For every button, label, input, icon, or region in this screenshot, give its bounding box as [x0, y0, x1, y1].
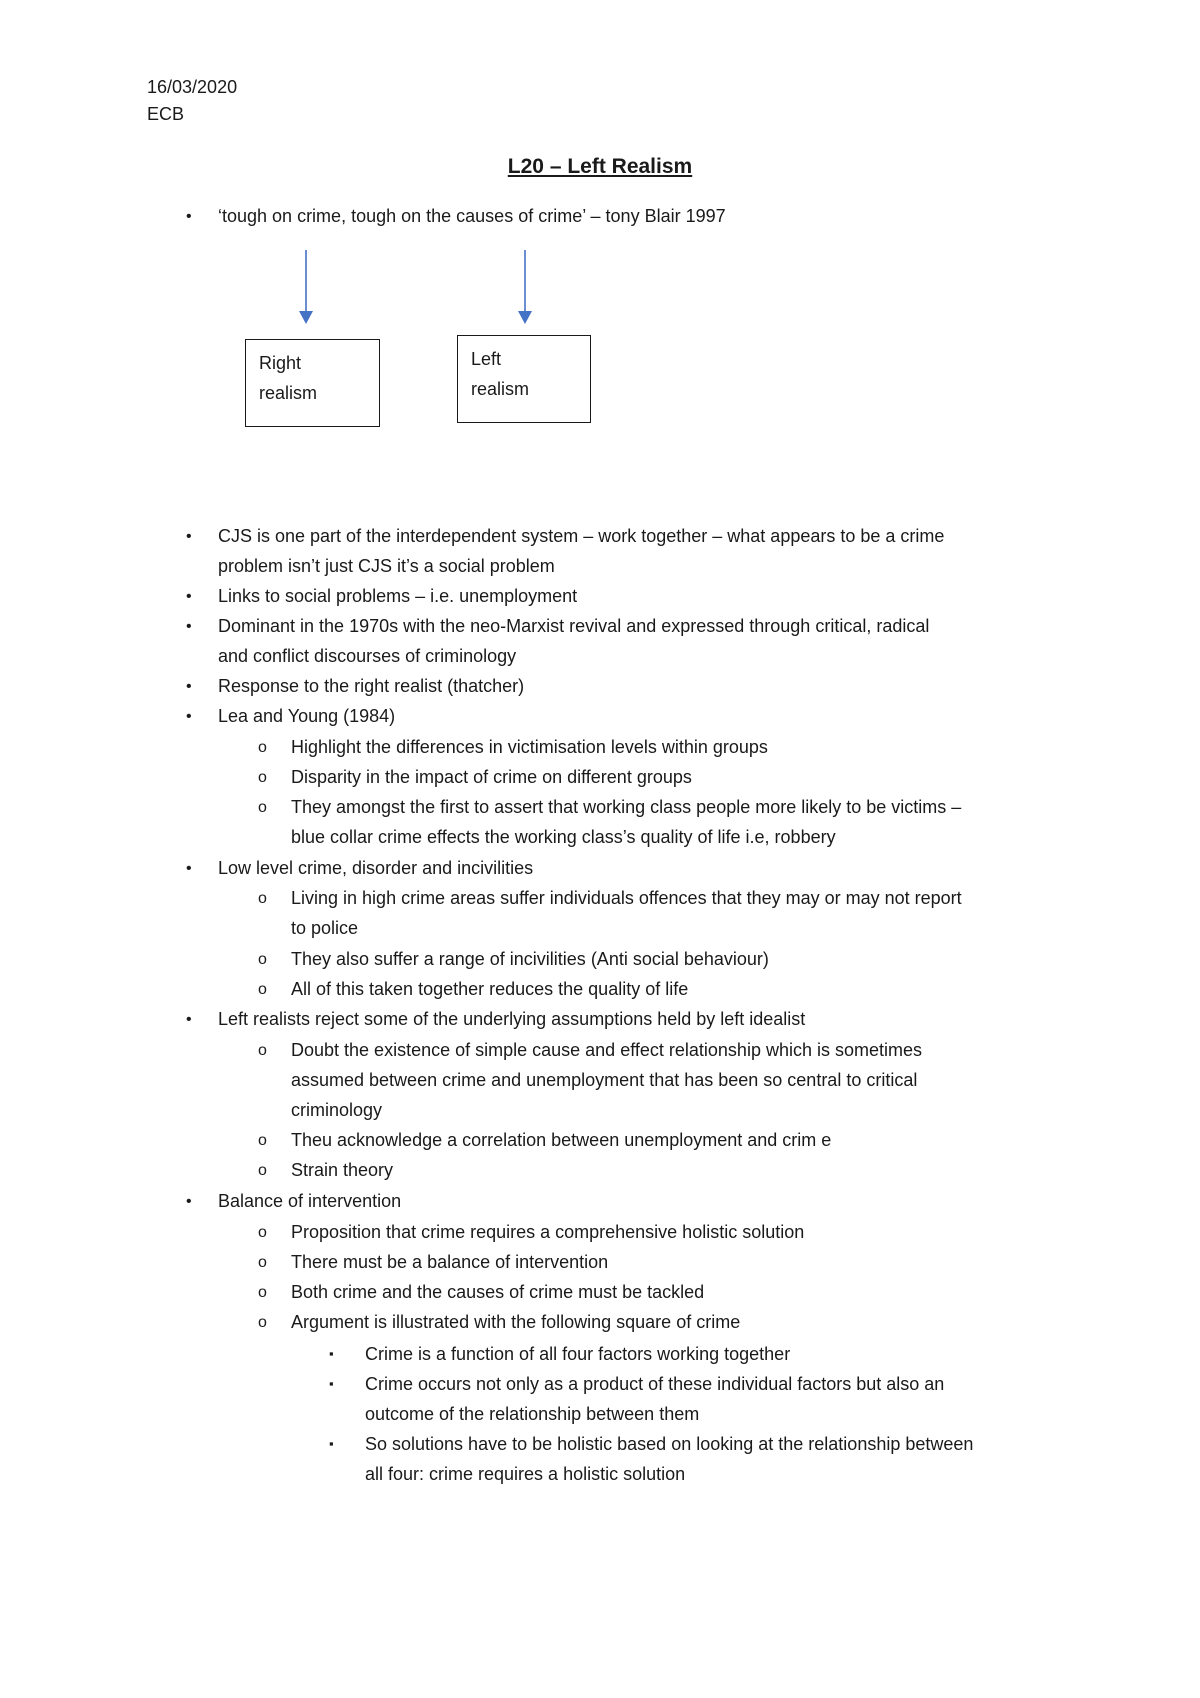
list-item-text: Argument is illustrated with the following square of crime — [291, 1312, 741, 1332]
bullet-marker: o — [258, 890, 267, 907]
list-item-text: assumed between crime and unemployment that has been so central to critical — [291, 1070, 918, 1090]
bullet-marker: o — [258, 951, 267, 968]
list-item-text: There must be a balance of intervention — [291, 1252, 609, 1272]
list-item-text: Crime occurs not only as a product of these individual factors but also an — [365, 1374, 945, 1394]
bullet-marker: • — [186, 618, 192, 635]
diagram-arrows — [0, 0, 1200, 460]
list-item-text: Doubt the existence of simple cause and effect relationship which is sometimes — [291, 1040, 922, 1060]
bullet-marker: • — [186, 1193, 192, 1210]
list-item-continuation — [365, 1460, 685, 1489]
list-item — [258, 884, 962, 913]
list-item — [329, 1340, 791, 1369]
list-item-text: Both crime and the causes of crime must be tackled — [291, 1282, 705, 1302]
bullet-marker: o — [258, 1254, 267, 1271]
right-box-line1: Right — [259, 353, 302, 373]
author-initials: ECB — [147, 104, 185, 124]
list-item-text: They amongst the first to assert that working class people more likely to be victims – — [291, 797, 962, 817]
page-title: L20 – Left Realism — [507, 155, 693, 178]
list-item — [258, 733, 768, 762]
list-item-text: criminology — [291, 1100, 383, 1120]
bullet-marker: o — [258, 1162, 267, 1179]
arrow-to-left-realism — [518, 250, 532, 324]
bullet-marker: o — [258, 1132, 267, 1149]
list-item-continuation — [218, 642, 516, 671]
left-box-line2: realism — [471, 379, 530, 399]
list-item-text: So solutions have to be holistic based on looking at the relationship between — [365, 1434, 974, 1454]
list-item — [186, 522, 945, 551]
list-item — [258, 793, 962, 822]
list-item — [329, 1430, 974, 1459]
list-item-text: Strain theory — [291, 1160, 394, 1180]
list-item-text: Left realists reject some of the underlying assumptions held by left idealist — [218, 1009, 806, 1029]
bullet-marker: ▪ — [329, 1346, 334, 1361]
bullet-marker: o — [258, 1314, 267, 1331]
bullet-marker: • — [186, 588, 192, 605]
list-item-text: outcome of the relationship between them — [365, 1404, 700, 1424]
bullet-marker: o — [258, 1042, 267, 1059]
right-realism-box — [245, 339, 380, 427]
list-item — [258, 1156, 394, 1185]
list-item-text: Living in high crime areas suffer individuals offences that they may or may not report — [291, 888, 962, 908]
list-item — [186, 1187, 402, 1216]
list-item — [258, 1218, 805, 1247]
list-item — [258, 1308, 741, 1337]
list-item — [186, 1005, 806, 1034]
list-item — [186, 612, 930, 641]
bullet-marker: • — [186, 208, 192, 225]
bullet-marker: • — [186, 678, 192, 695]
list-item — [258, 975, 689, 1004]
list-item — [258, 1126, 832, 1155]
list-item — [258, 1278, 705, 1307]
list-item — [186, 582, 578, 611]
list-item-continuation — [218, 552, 555, 581]
right-box-line2: realism — [259, 383, 318, 403]
list-item-text: Crime is a function of all four factors working together — [365, 1344, 791, 1364]
list-item — [258, 1036, 922, 1065]
list-item-text: Proposition that crime requires a comprehensive holistic solution — [291, 1222, 805, 1242]
list-item — [186, 854, 534, 883]
list-item-continuation — [291, 914, 358, 943]
bullet-marker: • — [186, 708, 192, 725]
bullet-marker: o — [258, 769, 267, 786]
list-item-text: They also suffer a range of incivilities (Anti social behaviour) — [291, 949, 769, 969]
list-item-continuation — [291, 823, 836, 852]
list-item — [258, 763, 692, 792]
document-date: 16/03/2020 — [147, 77, 238, 97]
bullet-marker: o — [258, 1284, 267, 1301]
bullet-marker: o — [258, 981, 267, 998]
bullet-marker: o — [258, 1224, 267, 1241]
list-item-text: Dominant in the 1970s with the neo-Marxist revival and expressed through critical, radical — [218, 616, 930, 636]
left-box-line1: Left — [471, 349, 502, 369]
bullet-marker: • — [186, 860, 192, 877]
list-item-text: Response to the right realist (thatcher) — [218, 676, 525, 696]
list-item-text: and conflict discourses of criminology — [218, 646, 517, 666]
bullet-marker: • — [186, 1011, 192, 1028]
list-item — [186, 702, 396, 731]
list-item-text: Highlight the differences in victimisation levels within groups — [291, 737, 768, 757]
list-item-text: Low level crime, disorder and incivilities — [218, 858, 534, 878]
list-item — [186, 672, 525, 701]
list-item-text: to police — [291, 918, 359, 938]
bullet-marker: • — [186, 528, 192, 545]
list-item-continuation — [291, 1096, 382, 1125]
list-item-text: All of this taken together reduces the quality of life — [291, 979, 689, 999]
bullet-marker: ▪ — [329, 1436, 334, 1451]
list-item-text: Links to social problems – i.e. unemployment — [218, 586, 578, 606]
bullet-marker: ▪ — [329, 1376, 334, 1391]
list-item-continuation — [365, 1400, 699, 1429]
bullet-marker: o — [258, 799, 267, 816]
list-item — [258, 1248, 609, 1277]
list-item-text: problem isn’t just CJS it’s a social problem — [218, 556, 555, 576]
list-item-continuation — [291, 1066, 917, 1095]
list-item-text: Lea and Young (1984) — [218, 706, 396, 726]
list-item-text: Disparity in the impact of crime on different groups — [291, 767, 692, 787]
list-item — [329, 1370, 945, 1399]
arrow-to-right-realism — [299, 250, 313, 324]
list-item — [258, 945, 769, 974]
list-item-text: Theu acknowledge a correlation between unemployment and crim e — [291, 1130, 832, 1150]
bullet-marker: o — [258, 739, 267, 756]
intro-quote: ‘tough on crime, tough on the causes of crime’ – tony Blair 1997 — [218, 206, 726, 226]
list-item-text: Balance of intervention — [218, 1191, 402, 1211]
list-item-text: blue collar crime effects the working class’s quality of life i.e, robbery — [291, 827, 836, 847]
list-item-text: all four: crime requires a holistic solution — [365, 1464, 686, 1484]
left-realism-box — [457, 335, 591, 423]
list-item-text: CJS is one part of the interdependent system – work together – what appears to be a crime — [218, 526, 945, 546]
